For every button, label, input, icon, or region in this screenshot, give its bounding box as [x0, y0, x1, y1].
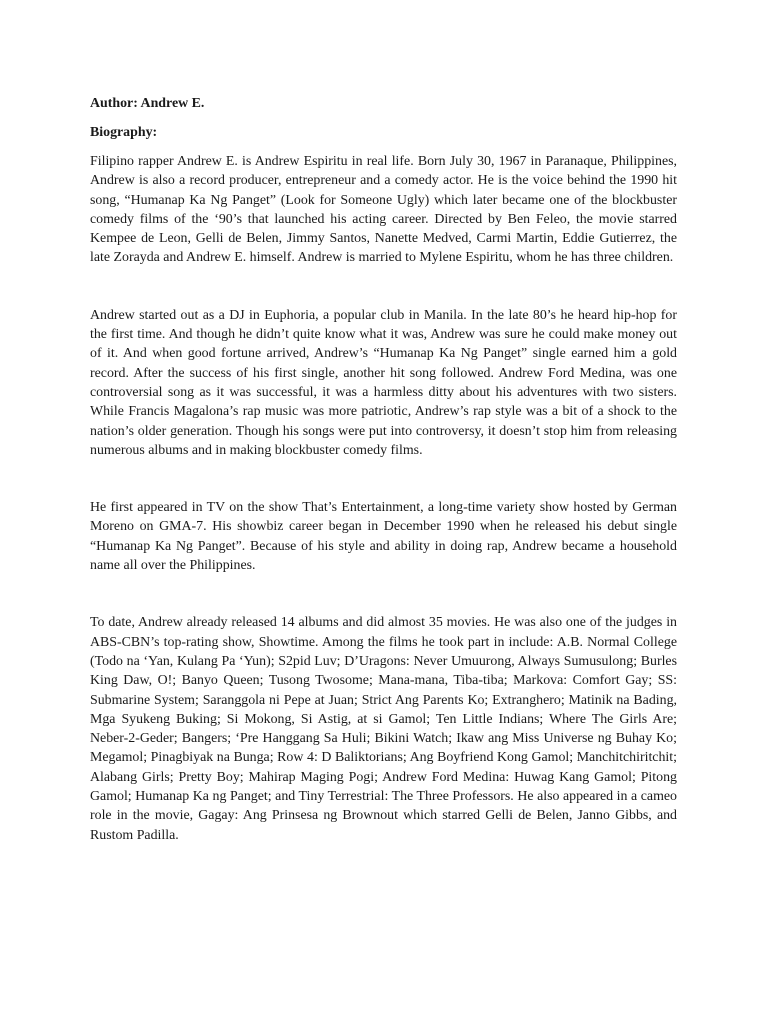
document-page	[90, 94, 677, 845]
paragraph-tv-debut: He first appeared in TV on the show That’s Entertainment, a long-time variety show hosted by German Moreno on GMA-7. His showbiz career began in December 1990 when he released his debut single “Humanap Ka Ng Panget”. Because of his style and ability in doing rap, Andrew became a household name all over the Philippines.	[90, 500, 677, 574]
paragraph-early-career: Andrew started out as a DJ in Euphoria, a popular club in Manila. In the late 80’s he heard hip-hop for the first time. And though he didn’t quite know what it was, Andrew was sure he could make money out of it. And when good fortune arrived, Andrew’s “Humanap Ka Ng Panget” single earned him a gold record. After the success of his first single, another hit song followed. Andrew Ford Medina, was one controversial song as it was successful, it was a harmless ditty about his adventures with two sisters. While Francis Magalona’s rap music was more patriotic, Andrew’s rap style was a bit of a shock to the nation’s older generation. Though his songs were put into controversy, it doesn’t stop him from releasing numerous albums and in making blockbuster comedy films.	[90, 307, 677, 458]
biography-heading: Biography:	[90, 125, 158, 140]
paragraph-intro: Filipino rapper Andrew E. is Andrew Espiritu in real life. Born July 30, 1967 in Paranaque, Philippines, Andrew is also a record producer, entrepreneur and a comedy actor. He is the voice behind the 1990 hit song, “Humanap Ka Ng Panget” (Look for Someone Ugly) which later became one of the blockbuster comedy films of the ‘90’s that launched his acting career. Directed by Ben Feleo, the movie starred Kempee de Leon, Gelli de Belen, Jimmy Santos, Nanette Medved, Carmi Martin, Eddie Gutierrez, the late Zorayda and Andrew E. himself. Andrew is married to Mylene Espiritu, whom he has three children.	[90, 154, 677, 266]
author-heading: Author: Andrew E.	[90, 96, 205, 111]
paragraph-filmography: To date, Andrew already released 14 albums and did almost 35 movies. He was also one of the judges in ABS-CBN’s top-rating show, Showtime. Among the films he took part in include: A.B. Normal College (Todo na ‘Yan, Kulang Pa ‘Yun); S2pid Luv; D’Uragons: Never Umuurong, Always Sumusulong; Burles King Daw, O!; Banyo Queen; Tusong Twosome; Mana-mana, Tiba-tiba; Markova: Comfort Gay; SS: Submarine System; Saranggola ni Pepe at Juan; Strict Ang Parents Ko; Extranghero; Matinik na Bading, Mga Syukeng Buking; Si Mokong, Si Astig, at si Gamol; Ten Little Indians; Where The Girls Are; Neber-2-Geder; Bangers; ‘Pre Hanggang Sa Huli; Bikini Watch; Ikaw ang Miss Universe ng Buhay Ko; Megamol; Pinagbiyak na Bunga; Row 4: D Baliktorians; Ang Boyfriend Kong Gamol; Manchitchiritchit; Alabang Girls; Pretty Boy; Mahirap Maging Pogi; Andrew Ford Medina: Huwag Kang Gamol; Pitong Gamol; Humanap Ka ng Panget; and Tiny Terrestrial: The Three Professors. He also appeared in a cameo role in the movie, Gagay: Ang Prinsesa ng Brownout which starred Gelli de Belen, Janno Gibbs, and Rustom Padilla.	[90, 615, 677, 843]
